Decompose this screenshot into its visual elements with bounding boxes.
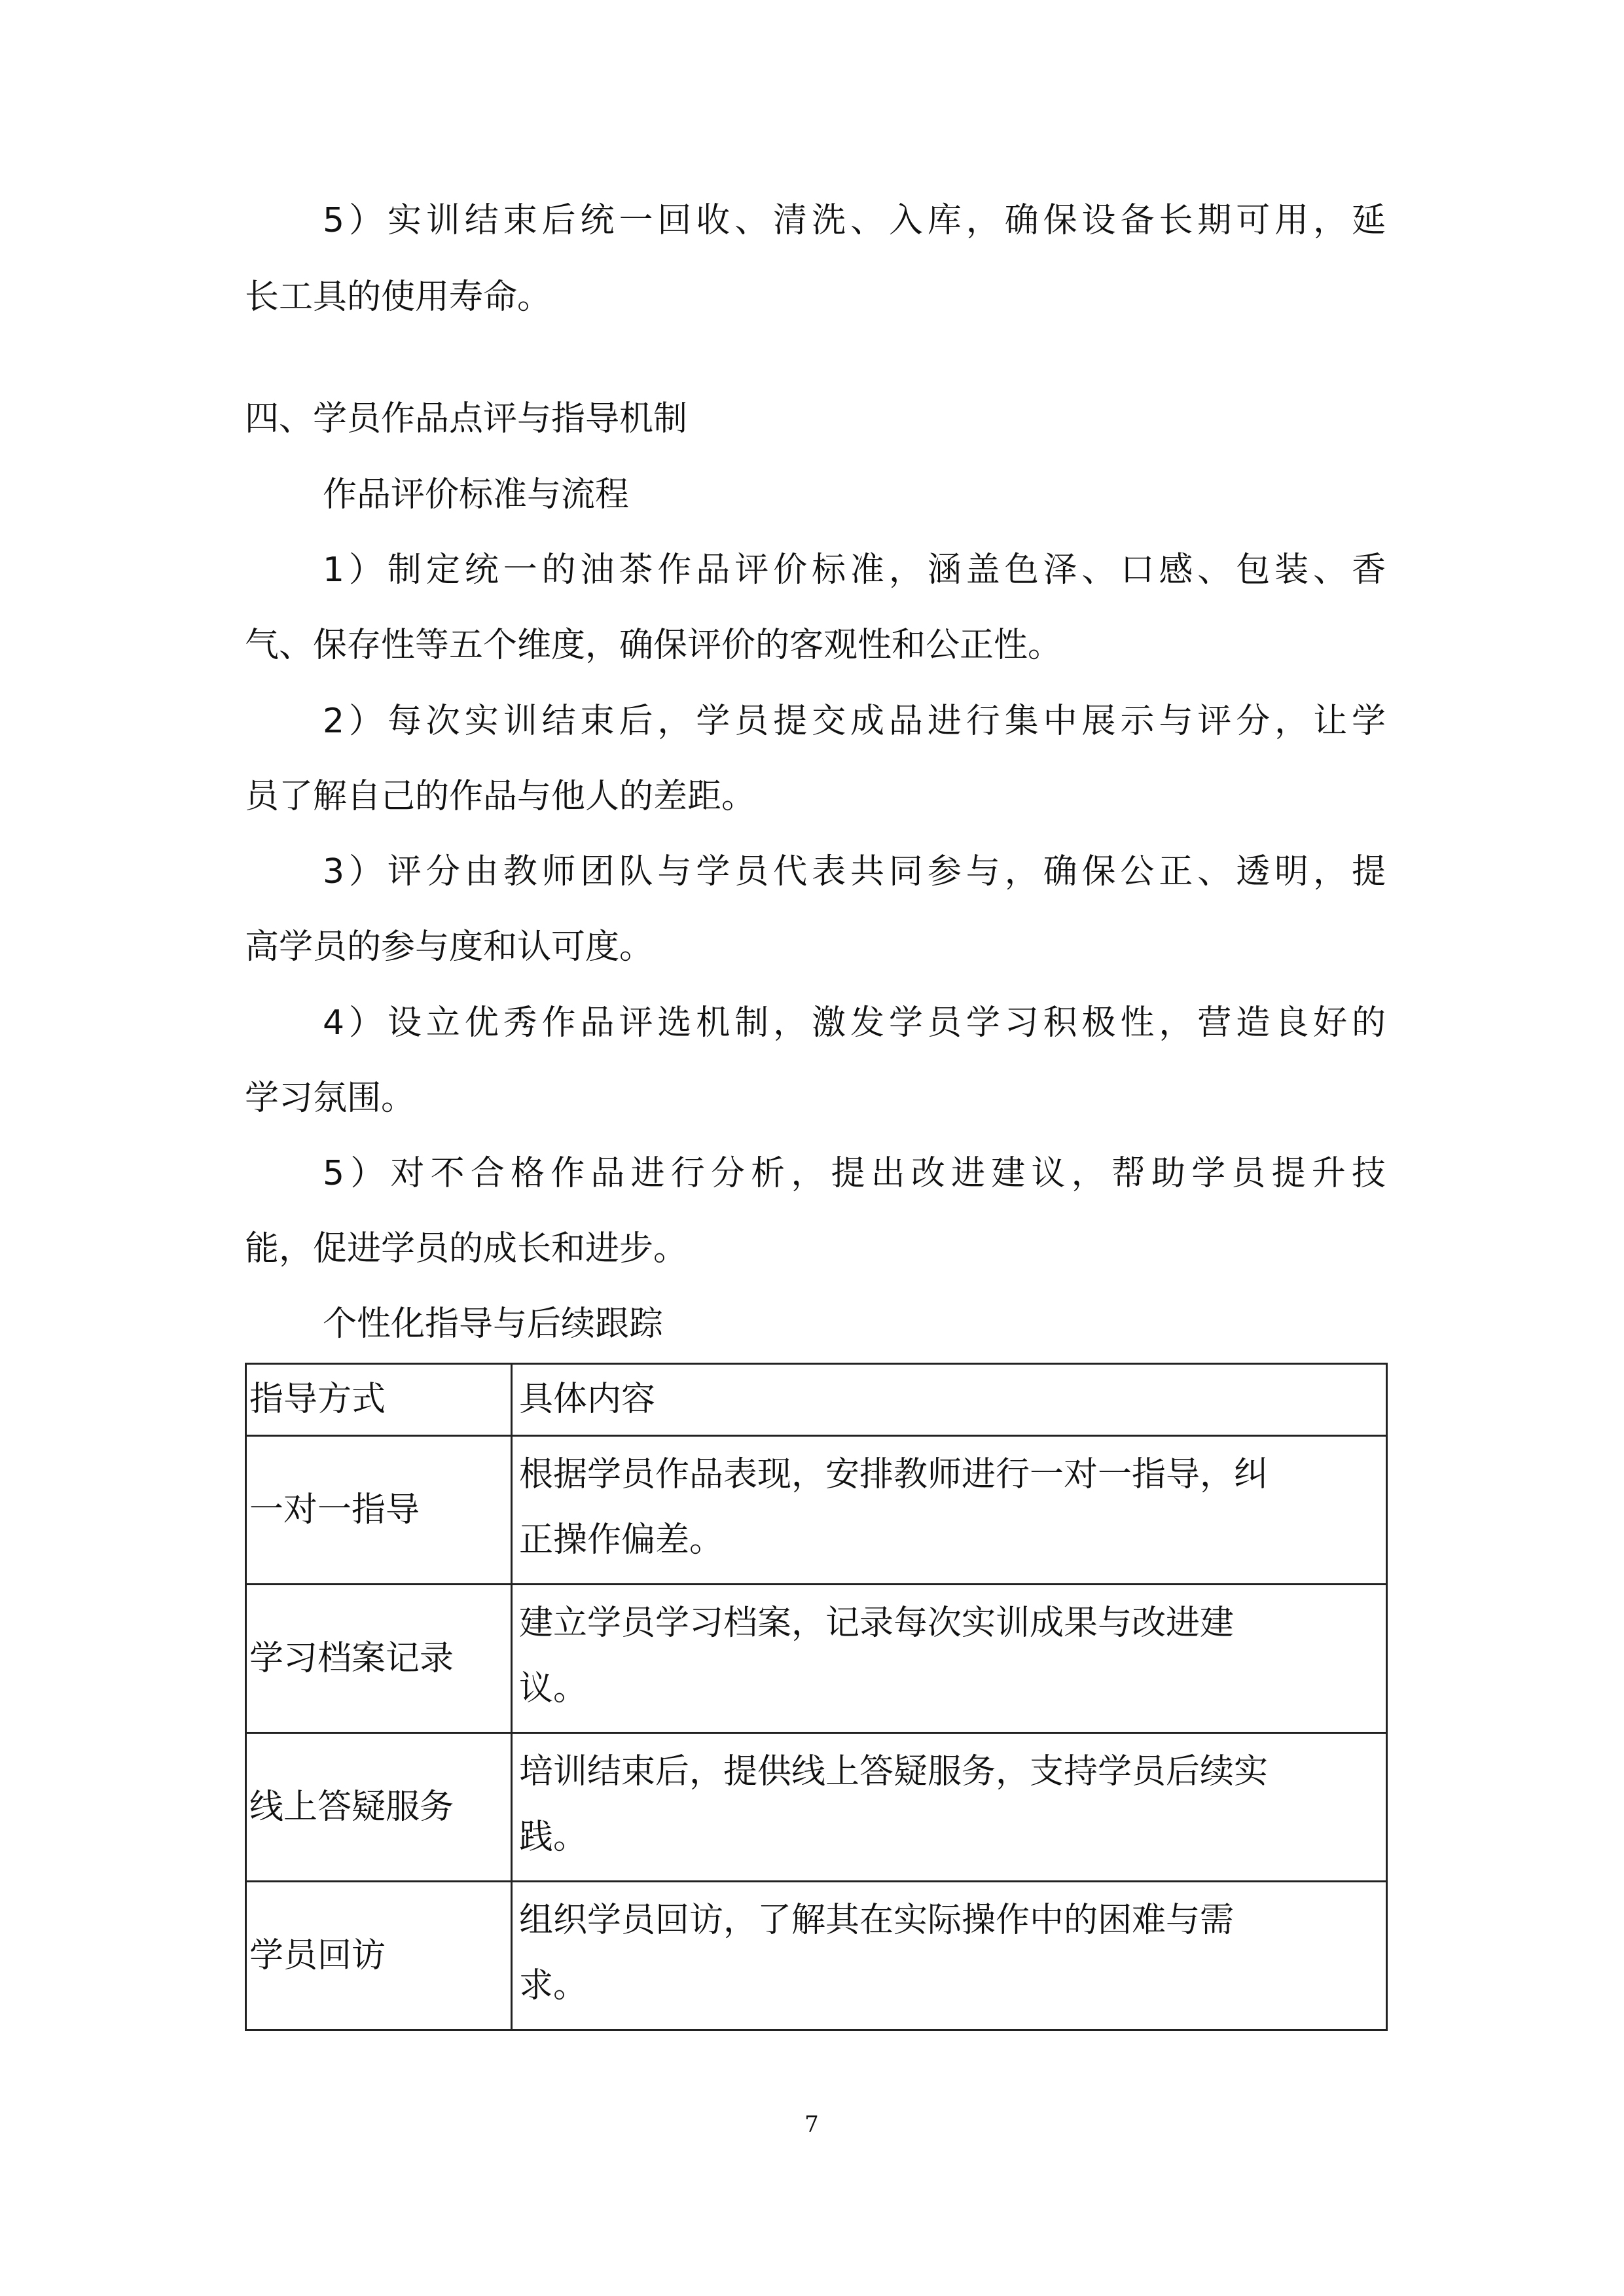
page-number: 7 bbox=[804, 2111, 819, 2138]
table-cell-method: 一对一指导 bbox=[246, 1436, 512, 1585]
list-item-line: 3）评分由教师团队与学员代表共同参与，确保公正、透明，提 bbox=[323, 852, 1386, 891]
table-cell-content bbox=[512, 1733, 1387, 1882]
list-item-line: 5）对不合格作品进行分析，提出改进建议，帮助学员提升技 bbox=[323, 1154, 1386, 1193]
table-cell-line: 践。 bbox=[519, 1818, 588, 1857]
guidance-table bbox=[245, 1363, 1388, 2031]
paragraph-line: 长工具的使用寿命。 bbox=[245, 278, 552, 317]
list-item-line: 2）每次实训结束后，学员提交成品进行集中展示与评分，让学 bbox=[323, 702, 1386, 741]
paragraph-line: 5）实训结束后统一回收、清洗、入库，确保设备长期可用，延 bbox=[323, 201, 1386, 240]
table-cell-line: 求。 bbox=[519, 1966, 588, 2005]
table-header-cell: 指导方式 bbox=[246, 1364, 512, 1436]
table-cell-line: 议。 bbox=[519, 1669, 588, 1708]
table-cell-line: 培训结束后，提供线上答疑服务，支持学员后续实 bbox=[519, 1752, 1269, 1791]
section-heading: 四、学员作品点评与指导机制 bbox=[245, 399, 688, 439]
list-item-line: 学习氛围。 bbox=[245, 1079, 416, 1118]
table-cell-content bbox=[512, 1882, 1387, 2030]
subheading: 作品评价标准与流程 bbox=[323, 475, 630, 514]
table-cell-method: 线上答疑服务 bbox=[246, 1733, 512, 1882]
table-row bbox=[246, 1436, 1387, 1585]
list-item-line: 高学员的参与度和认可度。 bbox=[245, 927, 654, 967]
table-header-row bbox=[246, 1364, 1387, 1436]
table-cell-method: 学员回访 bbox=[246, 1882, 512, 2030]
table-row bbox=[246, 1733, 1387, 1882]
list-item-line: 4）设立优秀作品评选机制，激发学员学习积极性，营造良好的 bbox=[323, 1003, 1386, 1043]
table-cell-line: 建立学员学习档案，记录每次实训成果与改进建 bbox=[519, 1604, 1235, 1643]
table-cell-line: 根据学员作品表现，安排教师进行一对一指导，纠 bbox=[519, 1455, 1269, 1494]
table-cell-content bbox=[512, 1585, 1387, 1733]
table-cell-method: 学习档案记录 bbox=[246, 1585, 512, 1733]
list-item-line: 1）制定统一的油茶作品评价标准，涵盖色泽、口感、包装、香 bbox=[323, 550, 1386, 590]
list-item-line: 员了解自己的作品与他人的差距。 bbox=[245, 777, 756, 816]
table-cell-line: 组织学员回访，了解其在实际操作中的困难与需 bbox=[519, 1901, 1235, 1940]
list-item-line: 能，促进学员的成长和进步。 bbox=[245, 1229, 688, 1268]
list-item-line: 气、保存性等五个维度，确保评价的客观性和公正性。 bbox=[245, 626, 1062, 665]
table-row bbox=[246, 1585, 1387, 1733]
subheading: 个性化指导与后续跟踪 bbox=[323, 1304, 664, 1344]
table-cell-content bbox=[512, 1436, 1387, 1585]
table-cell-line: 正操作偏差。 bbox=[519, 1520, 724, 1560]
table-row bbox=[246, 1882, 1387, 2030]
table-header-cell: 具体内容 bbox=[512, 1364, 1387, 1436]
